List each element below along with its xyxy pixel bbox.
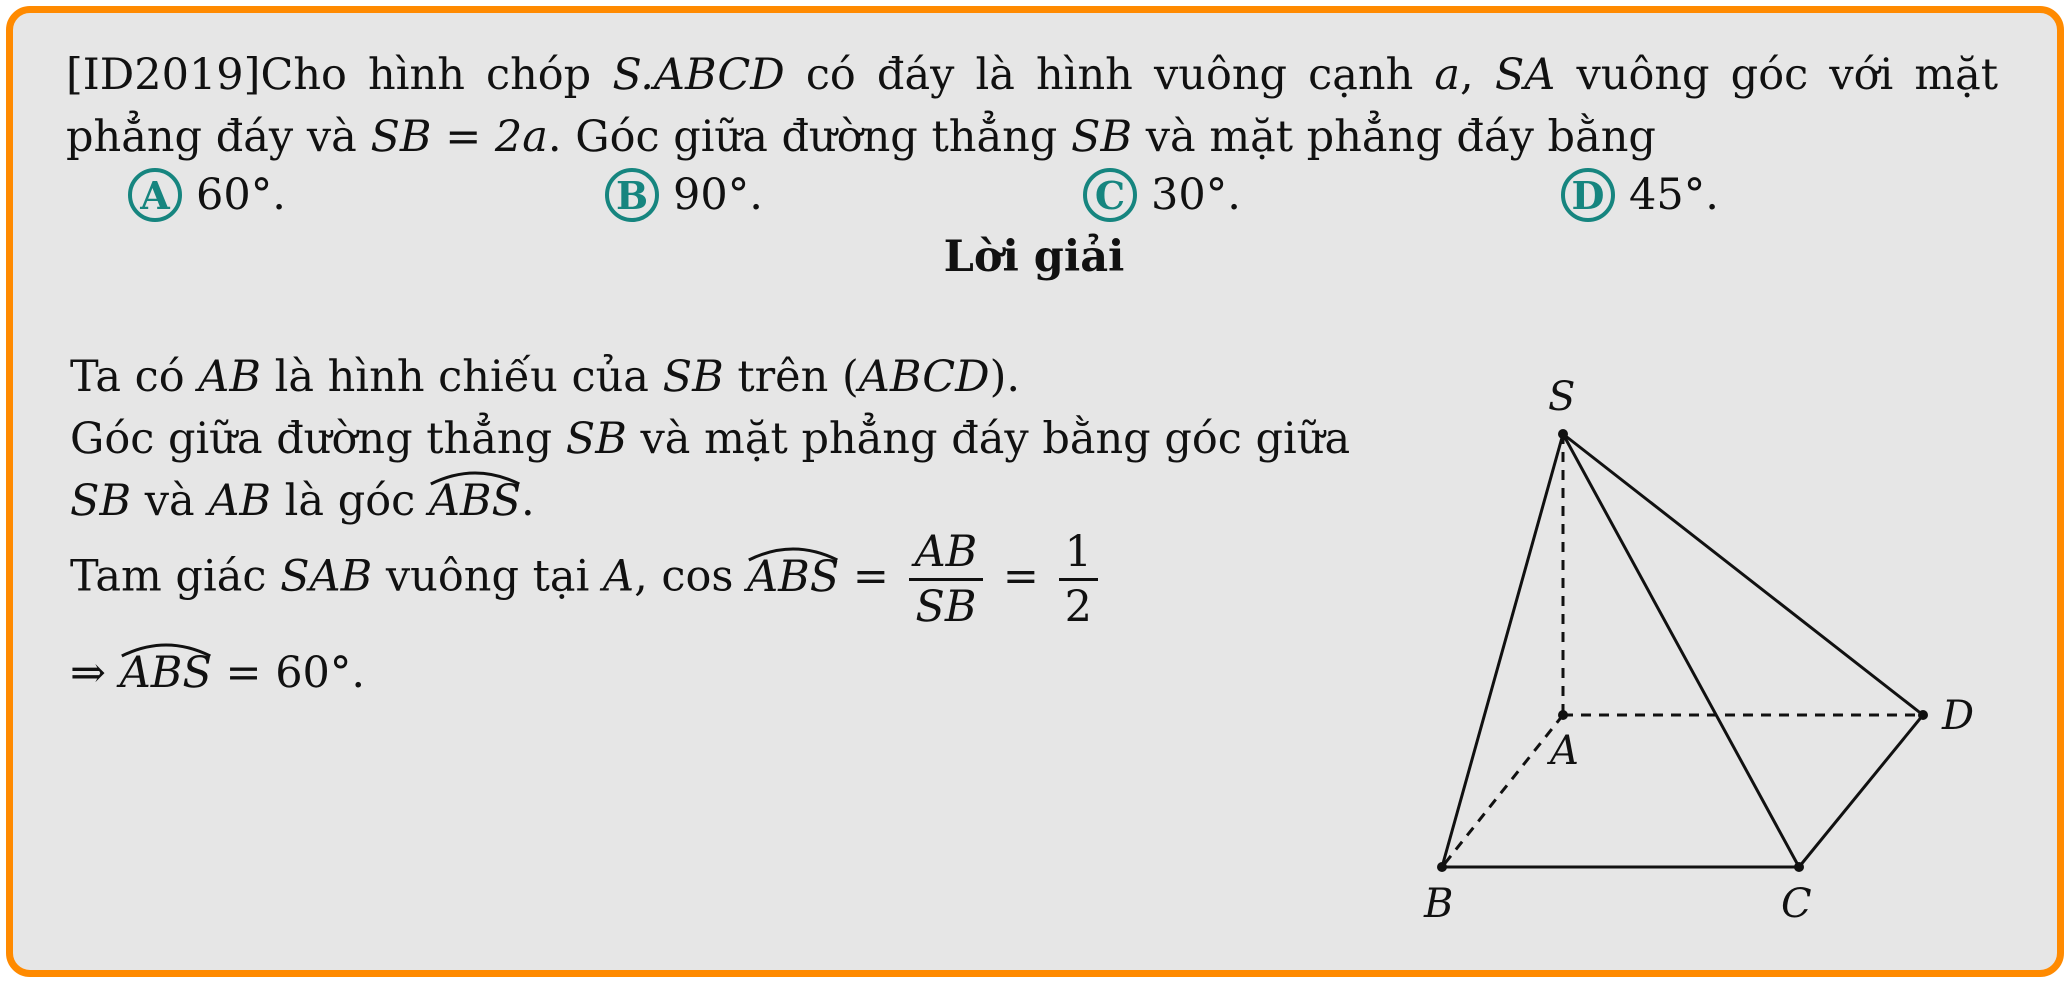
edge-sc — [1563, 434, 1799, 867]
angle-abs: ABS — [747, 552, 839, 602]
angle-abs: ABS — [120, 648, 212, 698]
problem-statement: [ID2019]Cho hình chóp S.ABCD có đáy là hình vuông cạnh a, SA vuông góc với mặt phẳng đáy và SB = 2a. Góc giữa đường thẳng SB và mặt phẳng đáy bằng — [66, 50, 1999, 162]
choice-letter: A — [128, 168, 182, 222]
fraction-one-half: $\frac{1}{2}$ — [1059, 526, 1098, 633]
pyramid-diagram — [1400, 370, 2000, 940]
edge-sd — [1563, 434, 1923, 715]
choice-value: 60°. — [196, 170, 286, 220]
choice-b[interactable] — [605, 160, 763, 230]
choice-letter: B — [605, 168, 659, 222]
solution-title: Lời giải — [943, 232, 1125, 282]
choice-value: 90°. — [673, 170, 763, 220]
label-c: C — [1781, 881, 1812, 927]
choice-value: 45°. — [1629, 170, 1719, 220]
solution-line-4: Tam giác SAB vuông tại A, cos ABS = $\frac{AB}{SB}$ = $\frac{1}{2}$ — [70, 526, 1104, 633]
edge-ab — [1442, 715, 1563, 867]
choice-letter: D — [1561, 168, 1615, 222]
hat-accent — [429, 466, 521, 486]
label-a: A — [1550, 728, 1579, 774]
solution-line-5: ⇒ ABS = 60°. — [70, 648, 365, 698]
vertex-b — [1437, 862, 1447, 872]
choice-value: 30°. — [1151, 170, 1241, 220]
label-d: D — [1942, 693, 1975, 739]
answer-choices — [0, 160, 2068, 230]
fraction-ab-sb: $\frac{AB}{SB}$ — [909, 526, 984, 633]
edge-cd — [1799, 715, 1923, 867]
solution-line-1: Ta có AB là hình chiếu của SB trên (ABCD). — [70, 352, 1021, 402]
hat-accent — [120, 638, 212, 658]
choice-c[interactable] — [1083, 160, 1241, 230]
problem-id: [ID2019] — [66, 50, 261, 100]
choice-d[interactable] — [1561, 160, 1719, 230]
vertex-s — [1558, 429, 1568, 439]
vertex-d — [1918, 710, 1928, 720]
vertex-c — [1794, 862, 1804, 872]
solution-line-2: Góc giữa đường thẳng SB và mặt phẳng đáy bằng góc giữa — [70, 414, 1351, 464]
vertex-a — [1558, 710, 1568, 720]
label-s: S — [1548, 374, 1576, 420]
solution-line-3: SB và AB là góc ABS. — [70, 476, 535, 526]
choice-a[interactable] — [128, 160, 286, 230]
edge-sb — [1442, 434, 1563, 867]
hat-accent — [747, 542, 839, 562]
choice-letter: C — [1083, 168, 1137, 222]
angle-abs: ABS — [429, 476, 521, 526]
label-b: B — [1424, 881, 1454, 927]
